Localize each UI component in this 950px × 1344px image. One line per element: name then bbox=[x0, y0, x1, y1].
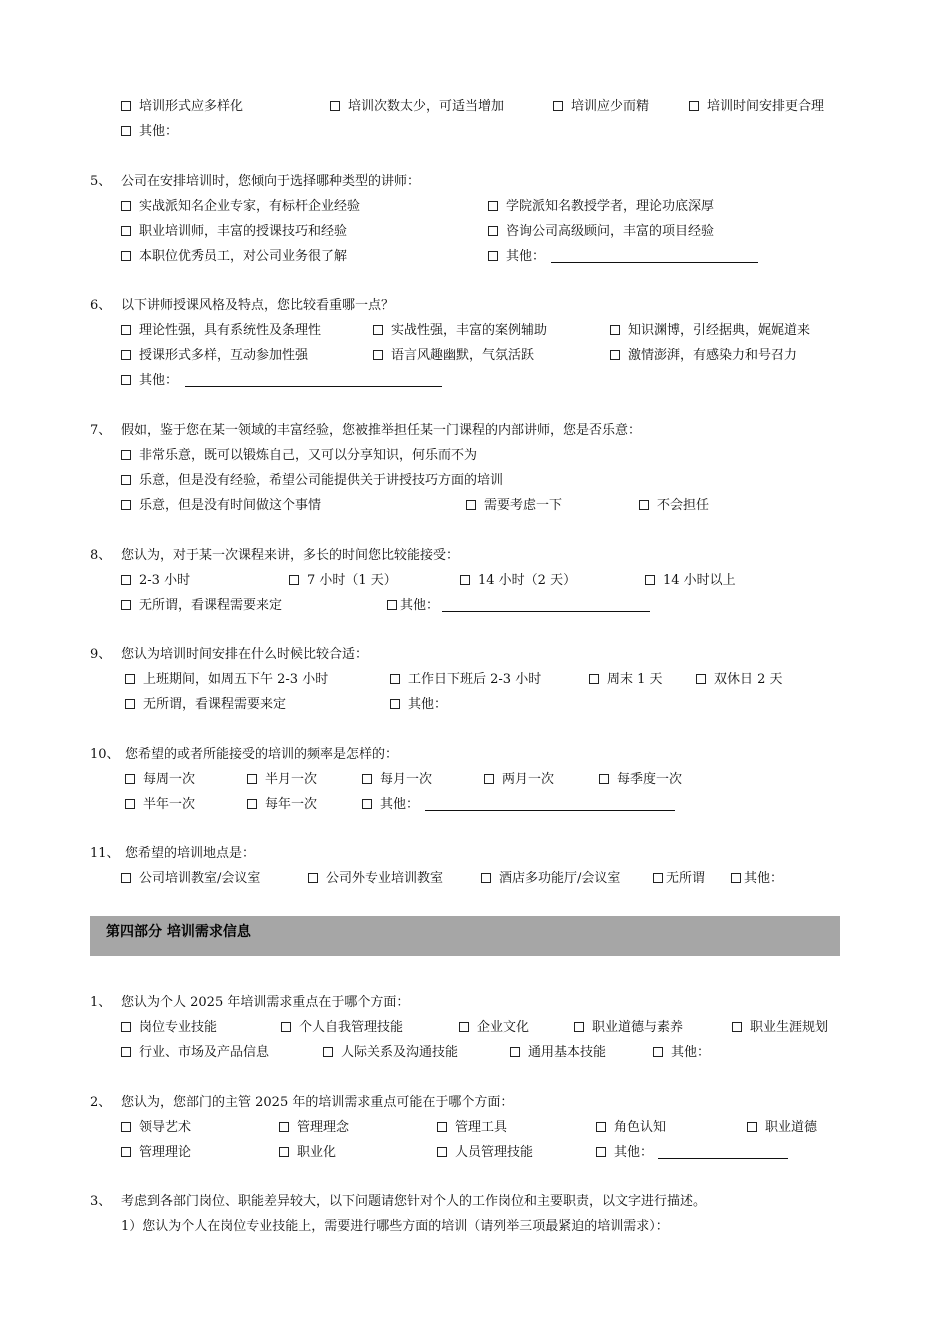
checkbox-icon[interactable] bbox=[639, 500, 649, 510]
checkbox-icon[interactable] bbox=[488, 201, 498, 211]
question-text: 考虑到各部门岗位、职能差异较大，以下问题请您针对个人的工作岗位和主要职责，以文字进行描述。 bbox=[121, 1194, 707, 1209]
checkbox-icon[interactable] bbox=[589, 674, 599, 684]
checkbox-icon[interactable] bbox=[596, 1147, 606, 1157]
checkbox-icon[interactable] bbox=[125, 774, 135, 784]
checkbox-icon[interactable] bbox=[689, 101, 699, 111]
q8-option-4[interactable]: 14 小时以上 bbox=[645, 570, 736, 592]
question-number: 1、 bbox=[90, 995, 112, 1010]
checkbox-icon[interactable] bbox=[121, 600, 131, 610]
s4q1-option-5[interactable]: 职业生涯规划 bbox=[732, 1017, 828, 1039]
q5-option-other[interactable]: 其他： bbox=[488, 246, 545, 268]
checkbox-icon[interactable] bbox=[121, 350, 131, 360]
s4q2-option-3[interactable]: 管理工具 bbox=[437, 1117, 507, 1139]
q7-option-2[interactable]: 乐意，但是没有经验，希望公司能提供关于讲授技巧方面的培训 bbox=[121, 470, 503, 492]
s4q2-option-6[interactable]: 管理理论 bbox=[121, 1142, 191, 1164]
checkbox-icon[interactable] bbox=[390, 674, 400, 684]
q11-option-4[interactable]: 无所谓 bbox=[653, 868, 705, 890]
q8-option-2[interactable]: 7 小时（1 天） bbox=[289, 570, 397, 592]
checkbox-icon[interactable] bbox=[731, 873, 741, 883]
checkbox-icon[interactable] bbox=[362, 799, 372, 809]
q4-option-other[interactable]: 其他： bbox=[121, 121, 178, 143]
question-text: 您认为个人 2025 年培训需求重点在于哪个方面： bbox=[121, 995, 410, 1010]
q11-option-1[interactable]: 公司培训教室/会议室 bbox=[121, 868, 260, 890]
checkbox-icon[interactable] bbox=[696, 674, 706, 684]
checkbox-icon[interactable] bbox=[121, 450, 131, 460]
checkbox-icon[interactable] bbox=[390, 699, 400, 709]
q10-option-7[interactable]: 每年一次 bbox=[247, 794, 317, 816]
checkbox-icon[interactable] bbox=[121, 1147, 131, 1157]
checkbox-icon[interactable] bbox=[488, 251, 498, 261]
s4q1-option-other[interactable]: 其他： bbox=[653, 1042, 710, 1064]
checkbox-icon[interactable] bbox=[330, 101, 340, 111]
question-text: 您希望的培训地点是： bbox=[125, 846, 256, 861]
q4-option-2[interactable]: 培训次数太少，可适当增加 bbox=[330, 96, 504, 118]
s4q1-option-1[interactable]: 岗位专业技能 bbox=[121, 1017, 217, 1039]
s4q1-option-2[interactable]: 个人自我管理技能 bbox=[281, 1017, 403, 1039]
q5-other-blank[interactable] bbox=[551, 262, 758, 263]
s4q2-option-other[interactable]: 其他： bbox=[596, 1142, 653, 1164]
checkbox-icon[interactable] bbox=[121, 500, 131, 510]
q6-option-3[interactable]: 知识渊博，引经据典，娓娓道来 bbox=[610, 320, 810, 342]
s4q2-option-8[interactable]: 人员管理技能 bbox=[437, 1142, 533, 1164]
question-number: 8、 bbox=[90, 548, 112, 563]
checkbox-icon[interactable] bbox=[125, 799, 135, 809]
q9-option-1[interactable]: 上班期间，如周五下午 2-3 小时 bbox=[125, 669, 328, 691]
checkbox-icon[interactable] bbox=[481, 873, 491, 883]
checkbox-icon[interactable] bbox=[121, 475, 131, 485]
question-number: 6、 bbox=[90, 298, 112, 313]
checkbox-icon[interactable] bbox=[610, 325, 620, 335]
q6-option-1[interactable]: 理论性强，具有系统性及条理性 bbox=[121, 320, 321, 342]
checkbox-icon[interactable] bbox=[610, 350, 620, 360]
checkbox-icon[interactable] bbox=[645, 575, 655, 585]
checkbox-icon[interactable] bbox=[747, 1122, 757, 1132]
checkbox-icon[interactable] bbox=[279, 1147, 289, 1157]
checkbox-icon[interactable] bbox=[599, 774, 609, 784]
checkbox-icon[interactable] bbox=[121, 201, 131, 211]
q6-option-other[interactable]: 其他： bbox=[121, 370, 178, 392]
question-text: 您认为培训时间安排在什么时候比较合适： bbox=[121, 647, 369, 662]
q4-option-3[interactable]: 培训应少而精 bbox=[553, 96, 649, 118]
s4q2-option-7[interactable]: 职业化 bbox=[279, 1142, 336, 1164]
question-number: 11、 bbox=[90, 846, 120, 861]
s4q2-other-blank[interactable] bbox=[658, 1158, 788, 1159]
question-number: 9、 bbox=[90, 647, 112, 662]
s4q2-option-2[interactable]: 管理理念 bbox=[279, 1117, 349, 1139]
question-text: 您认为，对于某一次课程来讲，多长的时间您比较能接受： bbox=[121, 548, 460, 563]
q7-option-4[interactable]: 需要考虑一下 bbox=[466, 495, 562, 517]
sub-question-text: 1）您认为个人在岗位专业技能上，需要进行哪些方面的培训（请列举三项最紧迫的培训需求）： bbox=[121, 1219, 669, 1234]
question-number: 3、 bbox=[90, 1194, 112, 1209]
q9-option-3[interactable]: 周末 1 天 bbox=[589, 669, 663, 691]
q11-option-2[interactable]: 公司外专业培训教室 bbox=[308, 868, 443, 890]
q10-option-4[interactable]: 两月一次 bbox=[484, 769, 554, 791]
checkbox-icon[interactable] bbox=[247, 799, 257, 809]
question-number: 7、 bbox=[90, 423, 112, 438]
q6-option-5[interactable]: 语言风趣幽默，气氛活跃 bbox=[373, 345, 534, 367]
checkbox-icon[interactable] bbox=[653, 1047, 663, 1057]
question-text: 公司在安排培训时，您倾向于选择哪种类型的讲师： bbox=[121, 174, 421, 189]
s4q1-option-6[interactable]: 行业、市场及产品信息 bbox=[121, 1042, 269, 1064]
q7-option-5[interactable]: 不会担任 bbox=[639, 495, 709, 517]
q7-option-1[interactable]: 非常乐意，既可以锻炼自己，又可以分享知识，何乐而不为 bbox=[121, 445, 477, 467]
q8-option-other[interactable]: 其他： bbox=[387, 595, 439, 617]
s4q2-option-5[interactable]: 职业道德 bbox=[747, 1117, 817, 1139]
q9-option-2[interactable]: 工作日下班后 2-3 小时 bbox=[390, 669, 541, 691]
q6-option-4[interactable]: 授课形式多样，互动参加性强 bbox=[121, 345, 308, 367]
checkbox-icon[interactable] bbox=[459, 1022, 469, 1032]
checkbox-icon[interactable] bbox=[281, 1022, 291, 1032]
checkbox-icon[interactable] bbox=[121, 1022, 131, 1032]
q6-other-blank[interactable] bbox=[185, 386, 442, 387]
checkbox-icon[interactable] bbox=[121, 325, 131, 335]
checkbox-icon[interactable] bbox=[437, 1122, 447, 1132]
checkbox-icon[interactable] bbox=[121, 101, 131, 111]
q10-option-6[interactable]: 半年一次 bbox=[125, 794, 195, 816]
checkbox-icon[interactable] bbox=[484, 774, 494, 784]
checkbox-icon[interactable] bbox=[121, 126, 131, 136]
q7-option-3[interactable]: 乐意，但是没有时间做这个事情 bbox=[121, 495, 321, 517]
checkbox-icon[interactable] bbox=[510, 1047, 520, 1057]
checkbox-icon[interactable] bbox=[373, 325, 383, 335]
q9-option-other[interactable]: 其他： bbox=[390, 694, 447, 716]
s4q2-option-1[interactable]: 领导艺术 bbox=[121, 1117, 191, 1139]
q10-option-3[interactable]: 每月一次 bbox=[362, 769, 432, 791]
q9-option-5[interactable]: 无所谓，看课程需要来定 bbox=[125, 694, 286, 716]
checkbox-icon[interactable] bbox=[121, 251, 131, 261]
q10-option-2[interactable]: 半月一次 bbox=[247, 769, 317, 791]
checkbox-icon[interactable] bbox=[308, 873, 318, 883]
q10-option-other[interactable]: 其他： bbox=[362, 794, 419, 816]
q5-option-5[interactable]: 本职位优秀员工，对公司业务很了解 bbox=[121, 246, 347, 268]
q5-option-4[interactable]: 咨询公司高级顾问，丰富的项目经验 bbox=[488, 221, 714, 243]
q8-other-blank[interactable] bbox=[442, 611, 650, 612]
q5-option-1[interactable]: 实战派知名企业专家，有标杆企业经验 bbox=[121, 196, 360, 218]
q6-option-2[interactable]: 实战性强，丰富的案例辅助 bbox=[373, 320, 547, 342]
q9-option-4[interactable]: 双休日 2 天 bbox=[696, 669, 783, 691]
s4q1-option-4[interactable]: 职业道德与素养 bbox=[574, 1017, 683, 1039]
checkbox-icon[interactable] bbox=[279, 1122, 289, 1132]
checkbox-icon[interactable] bbox=[121, 1122, 131, 1132]
q10-option-5[interactable]: 每季度一次 bbox=[599, 769, 682, 791]
question-number: 2、 bbox=[90, 1095, 112, 1110]
checkbox-icon[interactable] bbox=[596, 1122, 606, 1132]
question-number: 5、 bbox=[90, 174, 112, 189]
q6-option-6[interactable]: 激情澎湃，有感染力和号召力 bbox=[610, 345, 797, 367]
checkbox-icon[interactable] bbox=[247, 774, 257, 784]
q11-option-other[interactable]: 其他： bbox=[731, 868, 783, 890]
question-text: 您认为，您部门的主管 2025 年的培训需求重点可能在于哪个方面： bbox=[121, 1095, 514, 1110]
checkbox-icon[interactable] bbox=[488, 226, 498, 236]
checkbox-icon[interactable] bbox=[460, 575, 470, 585]
checkbox-icon[interactable] bbox=[121, 1047, 131, 1057]
checkbox-icon[interactable] bbox=[732, 1022, 742, 1032]
question-text: 以下讲师授课风格及特点，您比较看重哪一点？ bbox=[121, 298, 395, 313]
q8-option-1[interactable]: 2-3 小时 bbox=[121, 570, 190, 592]
q5-option-3[interactable]: 职业培训师，丰富的授课技巧和经验 bbox=[121, 221, 347, 243]
checkbox-icon[interactable] bbox=[574, 1022, 584, 1032]
q10-option-1[interactable]: 每周一次 bbox=[125, 769, 195, 791]
checkbox-icon[interactable] bbox=[653, 873, 663, 883]
question-number: 10、 bbox=[90, 747, 120, 762]
checkbox-icon[interactable] bbox=[289, 575, 299, 585]
checkbox-icon[interactable] bbox=[125, 699, 135, 709]
checkbox-icon[interactable] bbox=[362, 774, 372, 784]
checkbox-icon[interactable] bbox=[437, 1147, 447, 1157]
question-text: 您希望的或者所能接受的培训的频率是怎样的： bbox=[125, 747, 399, 762]
s4q1-option-7[interactable]: 人际关系及沟通技能 bbox=[323, 1042, 458, 1064]
checkbox-icon[interactable] bbox=[553, 101, 563, 111]
q10-other-blank[interactable] bbox=[425, 810, 675, 811]
checkbox-icon[interactable] bbox=[125, 674, 135, 684]
checkbox-icon[interactable] bbox=[466, 500, 476, 510]
checkbox-icon[interactable] bbox=[121, 873, 131, 883]
q11-option-3[interactable]: 酒店多功能厅/会议室 bbox=[481, 868, 620, 890]
s4q1-option-3[interactable]: 企业文化 bbox=[459, 1017, 529, 1039]
checkbox-icon[interactable] bbox=[323, 1047, 333, 1057]
checkbox-icon[interactable] bbox=[121, 375, 131, 385]
q8-option-5[interactable]: 无所谓，看课程需要来定 bbox=[121, 595, 282, 617]
checkbox-icon[interactable] bbox=[373, 350, 383, 360]
s4q1-option-8[interactable]: 通用基本技能 bbox=[510, 1042, 606, 1064]
section-title: 第四部分 培训需求信息 bbox=[106, 924, 251, 940]
checkbox-icon[interactable] bbox=[387, 600, 397, 610]
q4-option-1[interactable]: 培训形式应多样化 bbox=[121, 96, 243, 118]
section-banner bbox=[90, 916, 840, 956]
s4q2-option-4[interactable]: 角色认知 bbox=[596, 1117, 666, 1139]
checkbox-icon[interactable] bbox=[121, 226, 131, 236]
q8-option-3[interactable]: 14 小时（2 天） bbox=[460, 570, 576, 592]
q4-option-4[interactable]: 培训时间安排更合理 bbox=[689, 96, 824, 118]
q5-option-2[interactable]: 学院派知名教授学者，理论功底深厚 bbox=[488, 196, 714, 218]
question-text: 假如，鉴于您在某一领域的丰富经验，您被推举担任某一门课程的内部讲师，您是否乐意： bbox=[121, 423, 642, 438]
checkbox-icon[interactable] bbox=[121, 575, 131, 585]
